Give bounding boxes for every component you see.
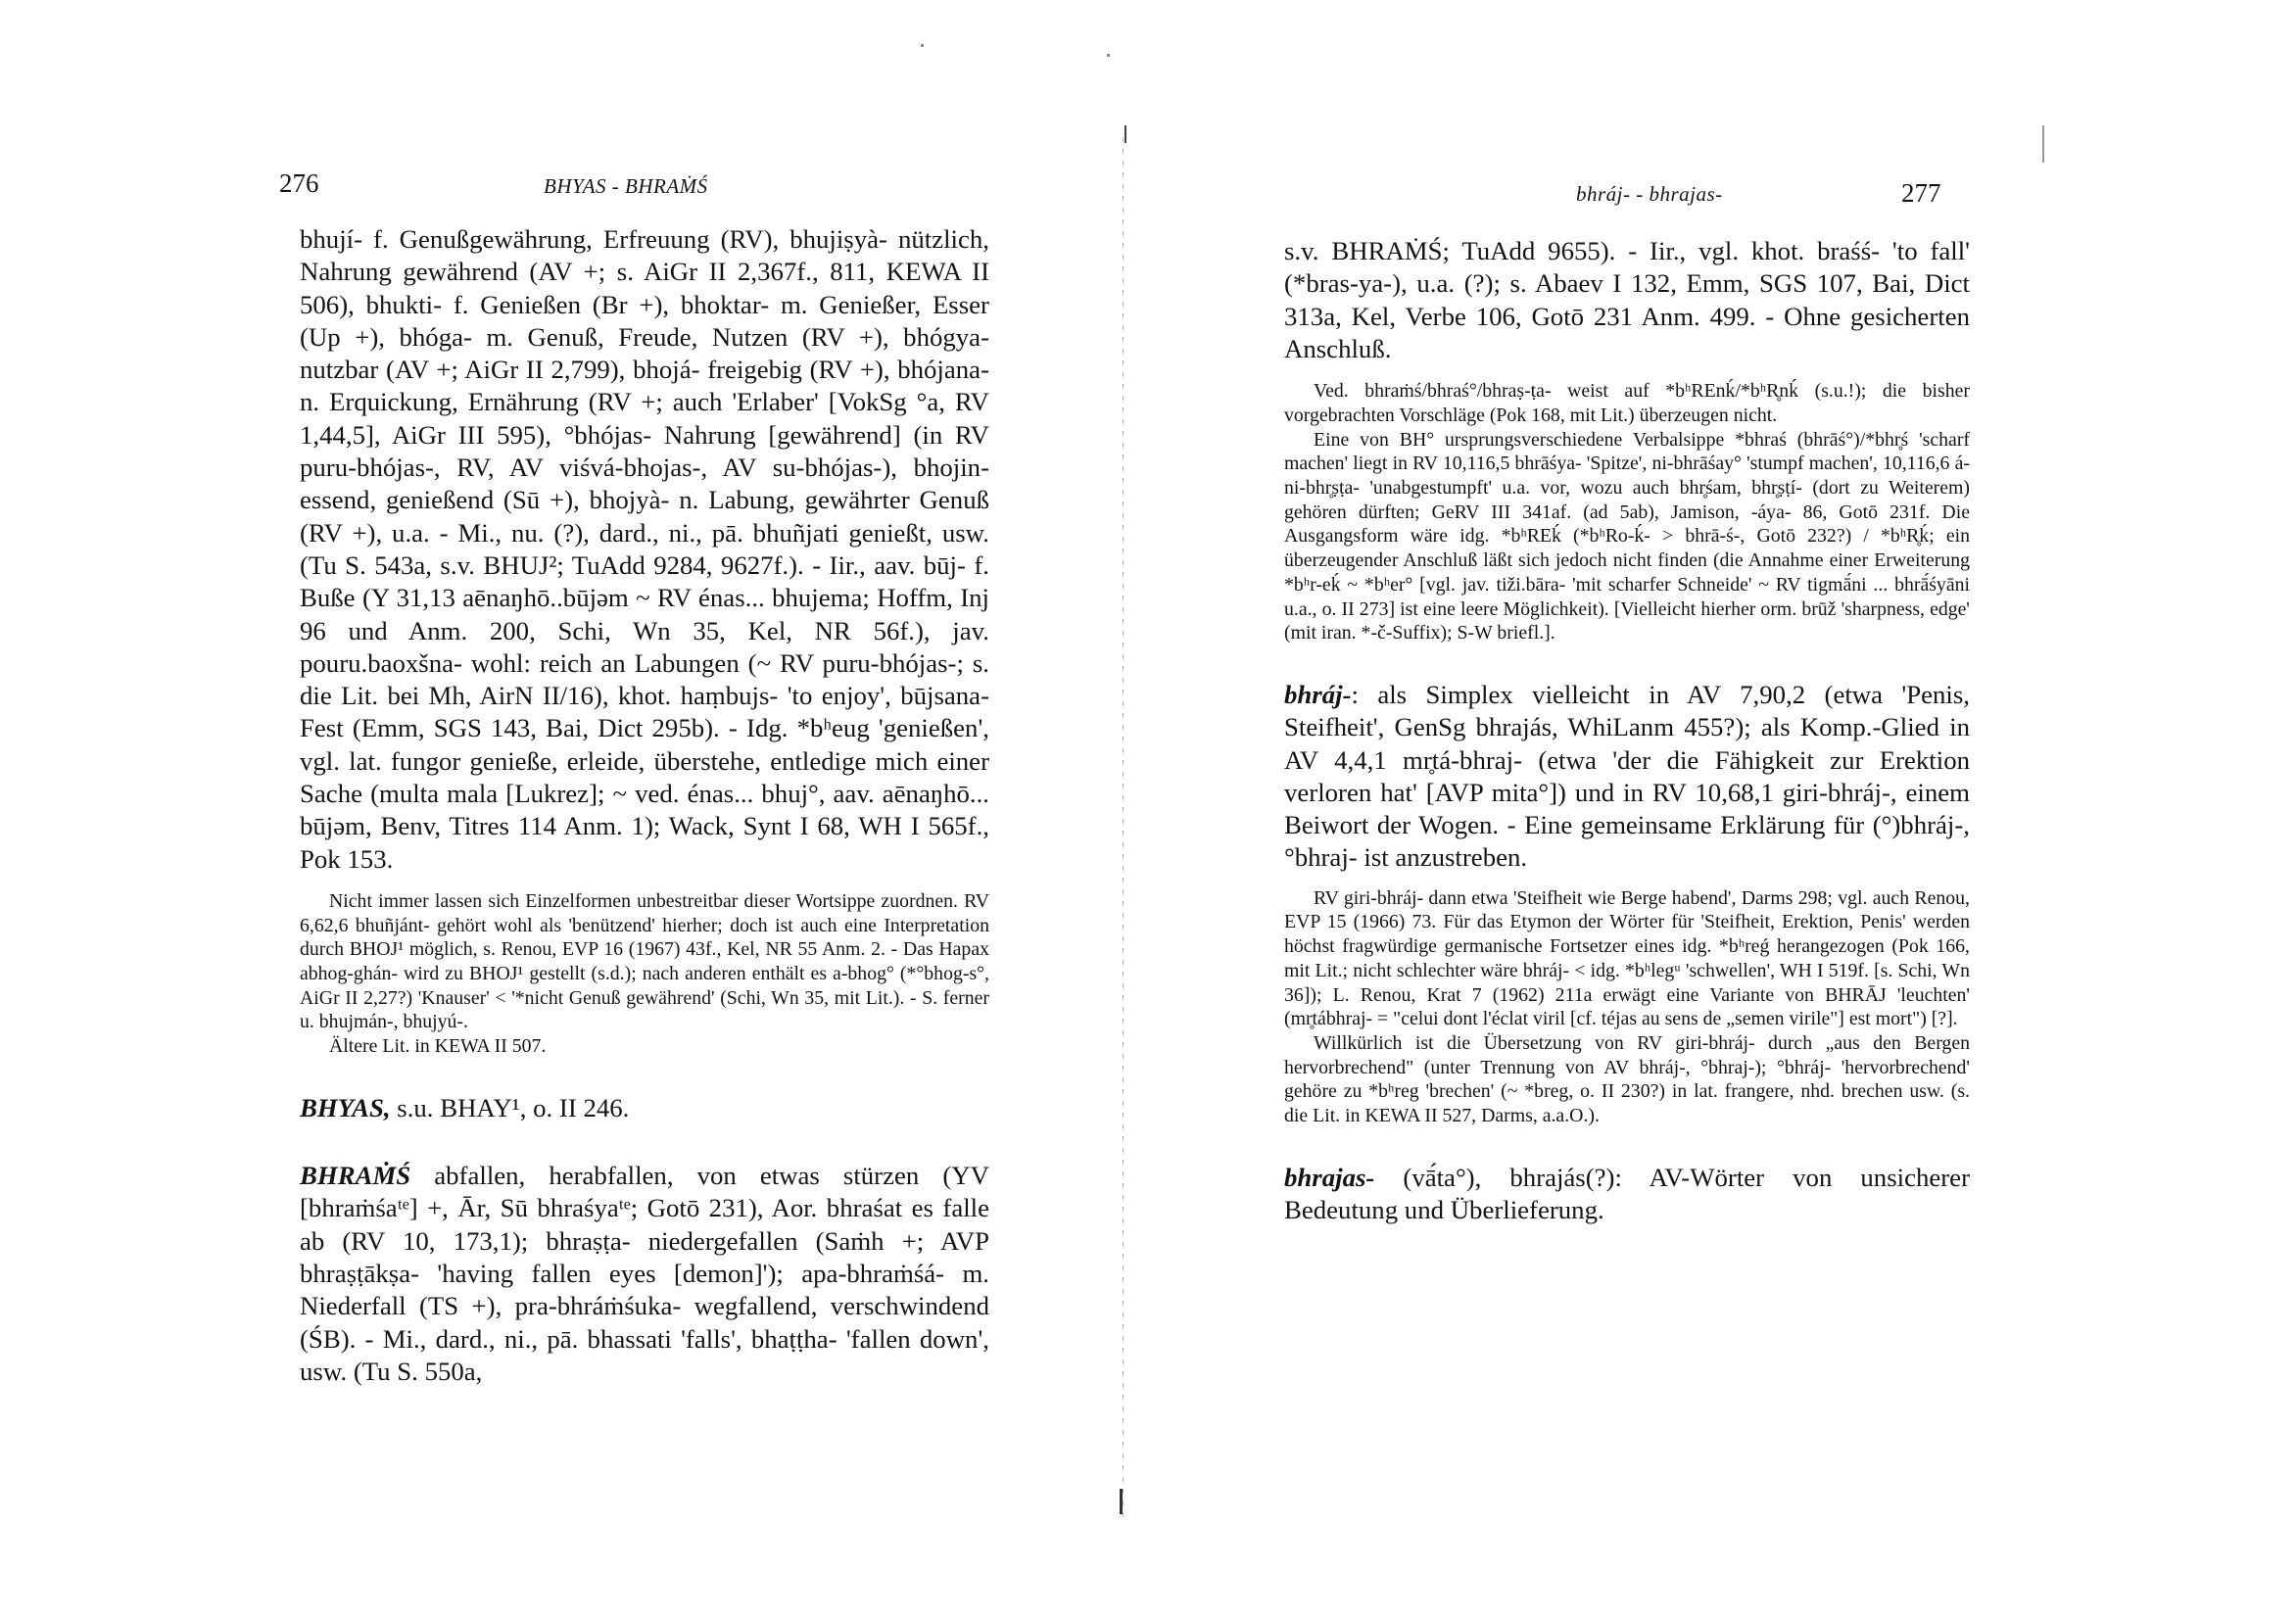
entry-bhramsh-text: abfallen, herabfallen, von etwas stürzen (YV [bhraṁśaᵗᵉ] +, Ār, Sū bhraśyaᵗᵉ; Gotō 231), Aor. bhraśat es falle ab (RV 10, 173,1); bhraṣṭa- niedergefallen (Saṁh +; AVP bhraṣṭākṣa- 'having fallen eyes [demon]'); apa-bhraṁśá- m. Niederfall (TS +), pra-bhráṁśuka- wegfallend, verschwindend (ŚB). - Mi., dard., ni., pā. bhassati 'falls', bhaṭṭha- 'fallen down', usw. (Tu S. 550a, <box>300 1161 989 1386</box>
scan-speck <box>1124 125 1126 143</box>
scan-speck <box>1120 1489 1123 1514</box>
scan-speck <box>2042 125 2044 163</box>
note-paragraph: Eine von BH° ursprungsverschiedene Verbalsippe *bhraś (bhrāś°)/*bhr̥ś 'scharf machen' liegt in RV 10,116,5 bhrāśya- 'Spitze', ni-bhrāśay° 'stumpf machen', 10,116,6 á-ni-bhr̥ṣṭa- 'unabgestumpft' u.a. vor, wozu auch bhr̥śam, bhr̥ṣṭí- (dort zu Weiterem) gehören dürften; GeRV III 341af. (ad 5ab), Jamison, -áya- 86, Gotō 231f. Die Ausgangsform wäre idg. *bʰREḱ (*bʰRo-ḱ- > bhrā-ś-, Gotō 232?) / *bʰR̥ḱ; ein überzeugender Anschluß läßt sich jedoch nicht finden (die Annahme einer Erweiterung *bʰr-eḱ ~ *bʰer° [vgl. jav. tiži.bāra- 'mit scharfer Schneide' ~ RV tigmā́ni ... bhrā́śyāni u.a., o. II 273] ist eine leere Möglichkeit). [Vielleicht hierher orm. brūž 'sharpness, edge' (mit iran. *-č-Suffix); S-W briefl.]. <box>1284 428 1970 644</box>
scan-speck <box>921 44 924 47</box>
right-page-number: 277 <box>1901 178 1941 208</box>
entry-bhraj <box>1284 679 1970 875</box>
left-running-head: BHYAS - BHRAṀŚ <box>544 174 708 198</box>
note-paragraph: Willkürlich ist die Übersetzung von RV giri-bhráj- durch „aus den Bergen hervorbrechend" (unter Trennung von AV bhráj-, °bhraj-); °bhráj- 'hervorbrechend' gehöre zu *bʰreg 'brechen' (~ *breg, o. II 230?) in lat. frangere, nhd. brechen usw. (s. die Lit. in KEWA II 527, Darms, a.a.O.). <box>1284 1031 1970 1127</box>
lemma-bhrajas: bhrajas- <box>1284 1162 1375 1192</box>
note-paragraph: Nicht immer lassen sich Einzelformen unbestreitbar dieser Wortsippe zuordnen. RV 6,62,6 bhuñjánt- gehört wohl als 'benützend' hierher; doch ist auch eine Interpretation durch BHOJ¹ möglich, s. Renou, EVP 16 (1967) 43f., Kel, NR 55 Anm. 2. - Das Hapax abhog-ghán- wird zu BHOJ¹ gestellt (s.d.); nach anderen enthält es a-bhog° (*°bhog-s°, AiGr II 2,27?) 'Knauser' < '*nicht Genuß gewährend' (Schi, Wn 35, mit Lit.). - S. ferner u. bhujmán-, bhujyú-. <box>300 889 989 1033</box>
right-running-head: bhráj- - bhrajas- <box>1576 182 1723 206</box>
gutter-line <box>1123 137 1124 1518</box>
entry-bhramsh <box>300 1160 989 1388</box>
right-body <box>1284 235 1970 1226</box>
lemma-bhraj: bhráj- <box>1284 679 1352 709</box>
note-paragraph: RV giri-bhráj- dann etwa 'Steifheit wie Berge habend', Darms 298; vgl. auch Renou, EVP 15 (1966) 73. Für das Etymon der Wörter für 'Steifheit, Erektion, Penis' werden höchst fragwürdige germanische Fortsetzer eines idg. *bʰreǵ herangezogen (Pok 166, mit Lit.; nicht schlechter wäre bhráj- < idg. *bʰlegᵘ 'schwellen', WH I 519f. [s. Schi, Wn 36]); L. Renou, Krat 7 (1962) 211a erwägt eine Variante von BHRĀJ 'leuchten' (mr̥tábhraj- = "celui dont l'éclat viril [cf. téjas au sens de „semen virile"] est mort") [?]. <box>1284 886 1970 1030</box>
scan-speck <box>1107 54 1110 57</box>
entry-bhyas-text: s.u. BHAY¹, o. II 246. <box>390 1092 630 1122</box>
entry-bhyas <box>300 1092 989 1124</box>
note-paragraph: Ältere Lit. in KEWA II 507. <box>329 1035 547 1058</box>
note-paragraph: Ved. bhraṁś/bhraś°/bhraṣ-ṭa- weist auf *bʰREnḱ/*bʰR̥nḱ (s.u.!); die bisher vorgebrachten Vorschläge (Pok 168, mit Lit.) überzeugen nicht. <box>1284 380 1970 426</box>
entry-bhrajas-text: (vā́ta°), bhrajás(?): AV-Wörter von unsicherer Bedeutung und Überlieferung. <box>1284 1162 1970 1225</box>
entry-bhraj-text: : als Simplex vielleicht in AV 7,90,2 (etwa 'Penis, Steifheit', GenSg bhrajás, WhiLanm 455?); als Komp.-Glied in AV 4,4,1 mr̥tá-bhraj- (etwa 'der die Fähigkeit zur Erektion verloren hat' [AVP mita°]) und in RV 10,68,1 giri-bhráj-, einem Beiwort der Wogen. - Eine gemeinsame Erklärung für (°)bhráj-, °bhraj- ist anzustreben. <box>1284 679 1970 873</box>
lemma-bhyas: BHYAS, <box>300 1092 391 1122</box>
entry-bhramsh-continued: s.v. BHRAṀŚ; TuAdd 9655). - Iir., vgl. khot. braśś- 'to fall' (*bras-ya-), u.a. (?); s. Abaev I 132, Emm, SGS 107, Bai, Dict 313a, Kel, Verbe 106, Gotō 231 Anm. 499. - Ohne gesicherten Anschluß. <box>1284 236 1970 363</box>
left-body <box>300 223 989 1388</box>
left-page-number: 276 <box>279 168 319 198</box>
lemma-bhramsh: BHRAṀŚ <box>300 1161 411 1191</box>
entry-bhrajas <box>1284 1162 1970 1227</box>
entry-bhuji-paragraph: bhují- f. Genußgewährung, Erfreuung (RV), bhujiṣyà- nützlich, Nahrung gewährend (AV +; s. AiGr II 2,367f., 811, KEWA II 506), bhukti- f. Genießen (Br +), bhoktar- m. Genießer, Esser (Up +), bhóga- m. Genuß, Freude, Nutzen (RV +), bhógya- nutzbar (AV +; AiGr II 2,799), bhojá- freigebig (RV +), bhójana- n. Erquickung, Ernährung (RV +; auch 'Erlaber' [VokSg °a, RV 1,44,5], AiGr III 595), °bhójas- Nahrung [gewährend] (in RV puru-bhójas-, RV, AV viśvá-bhojas-, AV su-bhójas-), bhojin- essend, genießend (Sū +), bhojyà- n. Labung, gewährter Genuß (RV +), u.a. - Mi., nu. (?), dard., ni., pā. bhuñjati genießt, usw. (Tu S. 543a, s.v. BHUJ²; TuAdd 9284, 9627f.). - Iir., aav. būj- f. Buße (Y 31,13 aēnaŋhō..būjəm ~ RV énas... bhujema; Hoffm, Inj 96 und Anm. 200, Schi, Wn 35, Kel, NR 56f.), jav. pouru.baoxšna- wohl: reich an Labungen (~ RV puru-bhójas-; s. die Lit. bei Mh, AirN II/16), khot. haṃbujs- 'to enjoy', būjsana- Fest (Emm, SGS 143, Bai, Dict 295b). - Idg. *bʰeug 'genießen', vgl. lat. fungor genieße, erleide, überstehe, entledige mich einer Sache (multa mala [Lukrez]; ~ ved. énas... bhuj°, aav. aēnaŋhō... būjəm, Benv, Titres 114 Anm. 1); Wack, Synt I 68, WH I 565f., Pok 153. <box>300 224 989 874</box>
